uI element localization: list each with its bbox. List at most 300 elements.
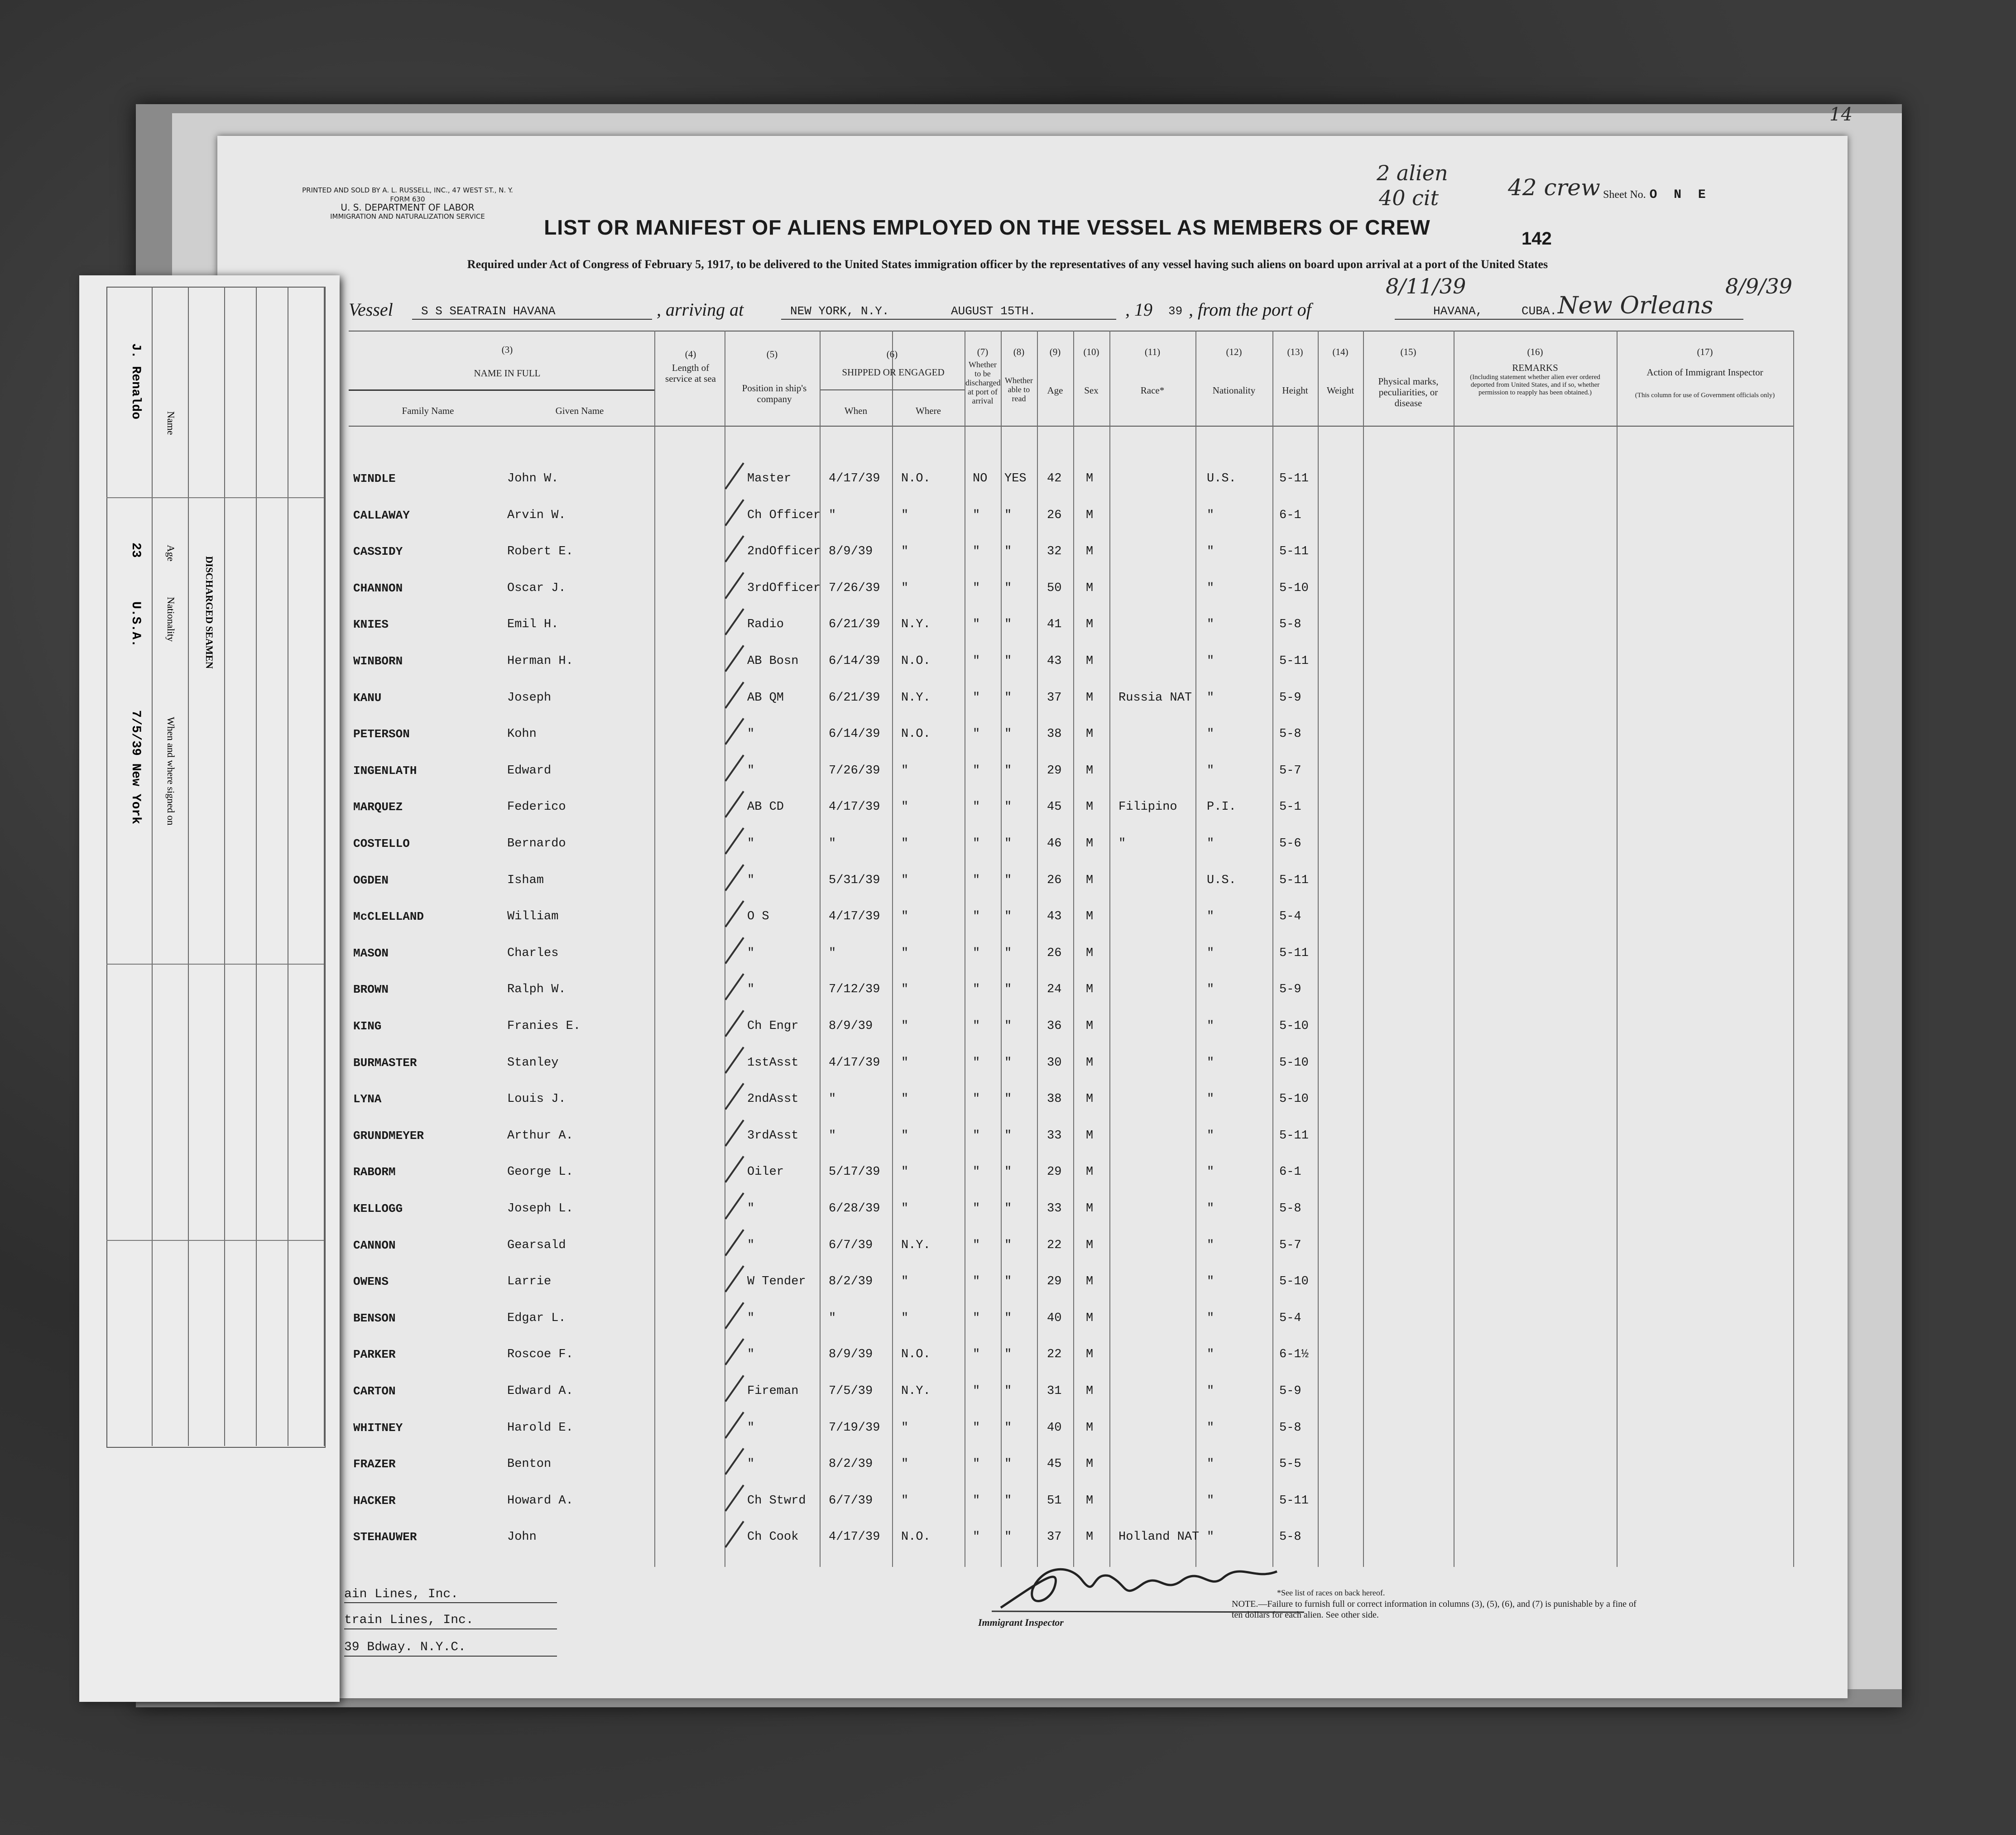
cell-discharged: " [973, 1348, 980, 1361]
cell-read: " [1004, 618, 1012, 631]
cell-where: N.Y. [901, 1239, 931, 1252]
handwritten-date-2: 8/9/39 [1725, 274, 1793, 298]
service: IMMIGRATION AND NATURALIZATION SERVICE [330, 212, 485, 221]
year-label: , 19 [1125, 299, 1152, 320]
cell-discharged: " [973, 1202, 980, 1215]
cell-age: 29 [1047, 1275, 1062, 1288]
cell-height: 5-10 [1279, 581, 1309, 595]
crew-row [217, 1311, 1848, 1330]
crew-row [217, 1421, 1848, 1439]
cell-family: INGENLATH [353, 764, 417, 778]
cell-position: " [747, 983, 755, 996]
crew-row [217, 1092, 1848, 1110]
cell-when: 6/14/39 [829, 727, 880, 741]
cell-nationality: " [1207, 581, 1214, 595]
crew-row [217, 1202, 1848, 1220]
cell-read: " [1004, 1530, 1012, 1544]
check-mark [725, 1047, 744, 1074]
cell-family: OGDEN [353, 874, 389, 887]
slip-nationality-value: U.S.A. [129, 601, 143, 647]
cell-discharged: " [973, 691, 980, 705]
cell-given: Benton [507, 1457, 552, 1471]
cell-sex: M [1086, 1311, 1094, 1325]
cell-where: " [901, 1056, 909, 1070]
header-col9-num: (9) [1049, 346, 1061, 357]
cell-when: 8/9/39 [829, 545, 873, 558]
manifest-page [217, 104, 1853, 1698]
cell-age: 40 [1047, 1421, 1062, 1435]
crew-row [217, 1384, 1848, 1403]
cell-given: Edward [507, 764, 552, 778]
cell-age: 42 [1047, 472, 1062, 485]
cell-given: Isham [507, 874, 544, 887]
cell-when: 6/28/39 [829, 1202, 880, 1215]
check-mark [725, 1010, 744, 1037]
crew-row [217, 727, 1848, 745]
cell-family: CANNON [353, 1239, 396, 1252]
cell-family: BURMASTER [353, 1056, 417, 1070]
handwritten-date-1: 8/11/39 [1386, 274, 1466, 298]
cell-sex: M [1086, 800, 1094, 814]
cell-discharged: " [973, 1421, 980, 1435]
cell-age: 46 [1047, 837, 1062, 850]
cell-family: FRAZER [353, 1457, 396, 1471]
slip-col-line [224, 287, 225, 1446]
cell-sex: M [1086, 1202, 1094, 1215]
cell-nationality: " [1207, 654, 1214, 668]
department: U. S. DEPARTMENT OF LABOR [341, 202, 475, 213]
cell-read: " [1004, 1019, 1012, 1033]
check-mark [725, 1338, 744, 1365]
cell-given: Gearsald [507, 1239, 566, 1252]
cell-when: 4/17/39 [829, 472, 880, 485]
cell-where: " [901, 1019, 909, 1033]
header-discharged: Whether to be discharged at port of arrival [965, 360, 1001, 405]
cell-nationality: " [1207, 1092, 1214, 1106]
cell-where: " [901, 1202, 909, 1215]
header-name-in-full: NAME IN FULL [474, 368, 541, 379]
cell-height: 5-10 [1279, 1019, 1309, 1033]
cell-position: " [747, 1457, 755, 1471]
check-mark [725, 535, 744, 562]
cell-where: " [901, 1165, 909, 1179]
cell-sex: M [1086, 1239, 1094, 1252]
header-sex: Sex [1084, 385, 1099, 396]
from-label: , from the port of [1189, 299, 1311, 320]
owner-address: 39 Bdway. N.Y.C. [344, 1640, 466, 1654]
cell-age: 31 [1047, 1384, 1062, 1398]
cell-discharged: " [973, 1092, 980, 1106]
cell-height: 5-1 [1279, 800, 1301, 814]
cell-height: 5-4 [1279, 1311, 1301, 1325]
cell-nationality: " [1207, 837, 1214, 850]
cell-position: 2ndAsst [747, 1092, 799, 1106]
cell-height: 5-11 [1279, 1129, 1309, 1143]
owner-underline-2 [344, 1628, 557, 1629]
cell-discharged: " [973, 654, 980, 668]
arrival-date: AUGUST 15TH. [951, 304, 1036, 318]
cell-age: 26 [1047, 509, 1062, 522]
cell-sex: M [1086, 654, 1094, 668]
cell-given: Edgar L. [507, 1311, 566, 1325]
slip-row-line [106, 497, 324, 498]
crew-row [217, 1348, 1848, 1366]
cell-when: 6/21/39 [829, 691, 880, 705]
cell-discharged: " [973, 1056, 980, 1070]
header-col6-num: (6) [886, 349, 898, 360]
cell-sex: M [1086, 472, 1094, 485]
cell-sex: M [1086, 910, 1094, 923]
header-when: When [844, 405, 868, 416]
sheet-number [1603, 188, 1710, 202]
cell-when: 4/17/39 [829, 910, 880, 923]
cell-age: 37 [1047, 1530, 1062, 1544]
check-mark [725, 937, 744, 964]
cell-height: 5-9 [1279, 1384, 1301, 1398]
cell-age: 45 [1047, 800, 1062, 814]
cell-height: 5-11 [1279, 654, 1309, 668]
header-col13-num: (13) [1287, 346, 1303, 357]
cell-height: 5-6 [1279, 837, 1301, 850]
cell-where: " [901, 509, 909, 522]
cell-discharged: " [973, 837, 980, 850]
cell-when: 4/17/39 [829, 1530, 880, 1544]
cell-nationality: " [1207, 910, 1214, 923]
cell-height: 6-1½ [1279, 1348, 1309, 1361]
cell-family: PETERSON [353, 727, 410, 741]
cell-race: " [1118, 837, 1126, 850]
page-title: LIST OR MANIFEST OF ALIENS EMPLOYED ON THE VESSEL AS MEMBERS OF CREW [544, 216, 1430, 239]
vessel-underline [412, 319, 652, 320]
cell-when: 8/9/39 [829, 1019, 873, 1033]
cell-age: 50 [1047, 581, 1062, 595]
cell-position: AB Bosn [747, 654, 799, 668]
handwritten-place: New Orleans [1558, 292, 1714, 319]
check-mark [725, 864, 744, 891]
cell-where: " [901, 874, 909, 887]
cell-given: Franies E. [507, 1019, 581, 1033]
cell-age: 38 [1047, 1092, 1062, 1106]
cell-family: LYNA [353, 1092, 382, 1106]
check-mark [725, 973, 744, 1000]
header-col7-num: (7) [977, 346, 989, 357]
sheet-label: Sheet No. [1603, 189, 1646, 201]
cell-when: 4/17/39 [829, 1056, 880, 1070]
cell-discharged: " [973, 1311, 980, 1325]
vessel-name: S S SEATRAIN HAVANA [421, 304, 556, 318]
cell-given: Louis J. [507, 1092, 566, 1106]
cell-where: " [901, 1092, 909, 1106]
cell-position: 3rdOfficer [747, 581, 821, 595]
cell-given: Oscar J. [507, 581, 566, 595]
crew-row [217, 837, 1848, 855]
sheet-value: O N E [1649, 188, 1710, 202]
cell-age: 30 [1047, 1056, 1062, 1070]
cell-read: " [1004, 800, 1012, 814]
cell-discharged: " [973, 800, 980, 814]
cell-sex: M [1086, 1457, 1094, 1471]
cell-height: 5-4 [1279, 910, 1301, 923]
cell-position: " [747, 837, 755, 850]
cell-when: 6/21/39 [829, 618, 880, 631]
cell-where: " [901, 545, 909, 558]
header-where: Where [916, 405, 941, 416]
crew-row [217, 946, 1848, 965]
cell-where: N.O. [901, 1348, 931, 1361]
cell-age: 29 [1047, 1165, 1062, 1179]
cell-nationality: " [1207, 1165, 1214, 1179]
cell-when: 7/12/39 [829, 983, 880, 996]
handwritten-alien-note: 2 alien [1377, 161, 1448, 185]
cell-given: Arthur A. [507, 1129, 573, 1143]
cell-age: 24 [1047, 983, 1062, 996]
slip-col-line [324, 287, 325, 1446]
cell-sex: M [1086, 581, 1094, 595]
cell-when: 6/7/39 [829, 1239, 873, 1252]
cell-discharged: " [973, 545, 980, 558]
cell-family: WHITNEY [353, 1421, 403, 1435]
crew-row [217, 983, 1848, 1001]
cell-when: 7/5/39 [829, 1384, 873, 1398]
cell-given: John W. [507, 472, 559, 485]
arriving-label: , arriving at [657, 299, 744, 320]
cell-given: George L. [507, 1165, 573, 1179]
cell-discharged: " [973, 1129, 980, 1143]
cell-family: McCLELLAND [353, 910, 424, 923]
cell-read: " [1004, 1421, 1012, 1435]
cell-when: " [829, 1311, 836, 1325]
cell-where: " [901, 800, 909, 814]
cell-sex: M [1086, 1384, 1094, 1398]
cell-where: " [901, 1275, 909, 1288]
cell-discharged: " [973, 727, 980, 741]
cell-sex: M [1086, 874, 1094, 887]
header-position: Position in ship's company [742, 383, 807, 404]
cell-given: Larrie [507, 1275, 552, 1288]
cell-nationality: " [1207, 727, 1214, 741]
cell-sex: M [1086, 1275, 1094, 1288]
cell-family: OWENS [353, 1275, 389, 1288]
stamp-number: 142 [1522, 229, 1552, 249]
cell-nationality: U.S. [1207, 874, 1236, 887]
cell-read: " [1004, 764, 1012, 778]
cell-sex: M [1086, 1056, 1094, 1070]
cell-read: " [1004, 581, 1012, 595]
cell-where: N.O. [901, 472, 931, 485]
cell-given: Edward A. [507, 1384, 573, 1398]
cell-when: 7/26/39 [829, 581, 880, 595]
cell-when: 8/9/39 [829, 1348, 873, 1361]
header-inspector-sub: (This column for use of Government officials only) [1635, 392, 1775, 399]
cell-sex: M [1086, 691, 1094, 705]
cell-position: Ch Cook [747, 1530, 799, 1544]
cell-read: " [1004, 1275, 1012, 1288]
cell-family: MASON [353, 946, 389, 960]
cell-read: " [1004, 1494, 1012, 1508]
cell-family: KANU [353, 691, 382, 705]
cell-age: 43 [1047, 654, 1062, 668]
cell-height: 5-7 [1279, 1239, 1301, 1252]
cell-sex: M [1086, 1129, 1094, 1143]
cell-nationality: " [1207, 1202, 1214, 1215]
cell-given: Stanley [507, 1056, 559, 1070]
cell-race: Russia NAT [1118, 691, 1192, 705]
cell-sex: M [1086, 1165, 1094, 1179]
check-mark [725, 1521, 744, 1548]
check-mark [725, 1265, 744, 1292]
owner-underline-1 [344, 1602, 557, 1603]
cell-position: 3rdAsst [747, 1129, 799, 1143]
header-length-of-service: Length of service at sea [665, 362, 716, 384]
name-subrule [349, 389, 654, 391]
cell-given: Emil H. [507, 618, 559, 631]
owner-line-1: ain Lines, Inc. [344, 1587, 459, 1601]
check-mark [725, 682, 744, 709]
cell-where: N.Y. [901, 618, 931, 631]
cell-where: N.O. [901, 727, 931, 741]
cell-sex: M [1086, 983, 1094, 996]
cell-position: 1stAsst [747, 1056, 799, 1070]
cell-read: " [1004, 910, 1012, 923]
check-mark [725, 645, 744, 672]
header-inspector-action: Action of Immigrant Inspector [1646, 367, 1763, 378]
cell-where: " [901, 910, 909, 923]
header-bottom-rule [349, 426, 1793, 427]
cell-given: John [507, 1530, 537, 1544]
from-country: CUBA. [1522, 304, 1557, 318]
cell-family: MARQUEZ [353, 800, 403, 814]
cell-when: 8/2/39 [829, 1457, 873, 1471]
crew-row [217, 691, 1848, 709]
cell-race: Filipino [1118, 800, 1177, 814]
cell-position: O S [747, 910, 769, 923]
cell-family: STEHAUWER [353, 1530, 417, 1544]
cell-read: " [1004, 1239, 1012, 1252]
cell-position: Ch Stwrd [747, 1494, 806, 1508]
cell-height: 5-11 [1279, 1494, 1309, 1508]
cell-height: 5-11 [1279, 545, 1309, 558]
crew-row [217, 874, 1848, 892]
check-mark [725, 1375, 744, 1402]
cell-height: 5-10 [1279, 1056, 1309, 1070]
cell-nationality: " [1207, 1129, 1214, 1143]
cell-discharged: " [973, 1019, 980, 1033]
crew-row [217, 1019, 1848, 1038]
cell-position: Radio [747, 618, 784, 631]
check-mark [725, 718, 744, 745]
cell-where: " [901, 837, 909, 850]
cell-read: " [1004, 545, 1012, 558]
slip-name-label: Name [165, 411, 177, 435]
check-mark [725, 1448, 744, 1475]
cell-height: 5-11 [1279, 472, 1309, 485]
cell-where: " [901, 1494, 909, 1508]
printer-note: PRINTED AND SOLD BY A. L. RUSSELL, INC., 47 WEST ST., N. Y. [302, 186, 513, 194]
cell-given: Harold E. [507, 1421, 573, 1435]
cell-where: " [901, 581, 909, 595]
cell-position: " [747, 874, 755, 887]
slip-row-line [106, 1240, 324, 1241]
page-subtitle: Required under Act of Congress of February 5, 1917, to be delivered to the United States immigration officer by the representatives of any vessel having such aliens on board upon arrival at a port of the United States [467, 258, 1548, 271]
header-col8-num: (8) [1013, 346, 1025, 357]
slip-col-line [188, 287, 189, 1446]
crew-row [217, 509, 1848, 527]
cell-when: 5/31/39 [829, 874, 880, 887]
cell-given: Howard A. [507, 1494, 573, 1508]
cell-given: Ralph W. [507, 983, 566, 996]
cell-read: " [1004, 983, 1012, 996]
crew-row [217, 1530, 1848, 1548]
header-shipped-engaged: SHIPPED OR ENGAGED [842, 367, 945, 378]
cell-sex: M [1086, 1421, 1094, 1435]
cell-sex: M [1086, 1019, 1094, 1033]
cell-discharged: " [973, 618, 980, 631]
cell-read: " [1004, 1056, 1012, 1070]
arriving-port: NEW YORK, N.Y. [790, 304, 889, 318]
cell-position: Oiler [747, 1165, 784, 1179]
header-physical-marks: Physical marks, peculiarities, or disease [1378, 376, 1439, 408]
cell-given: Kohn [507, 727, 537, 741]
cell-sex: M [1086, 946, 1094, 960]
cell-nationality: U.S. [1207, 472, 1236, 485]
cell-age: 51 [1047, 1494, 1062, 1508]
header-nationality: Nationality [1212, 385, 1256, 396]
penalty-note: NOTE.—Failure to furnish full or correct information in columns (3), (5), (6), and (7) is punishable by a fine of ten dollars for each alien. See other side. [1232, 1599, 1637, 1620]
cell-family: WINBORN [353, 654, 403, 668]
cell-age: 26 [1047, 874, 1062, 887]
header-given-name: Given Name [555, 405, 604, 416]
arriving-underline [781, 319, 1116, 320]
slip-frame [106, 287, 326, 1448]
header-col4-num: (4) [685, 349, 696, 360]
slip-title: DISCHARGED SEAMEN [204, 556, 215, 669]
check-mark [725, 1412, 744, 1439]
cell-when: " [829, 946, 836, 960]
cell-nationality: " [1207, 1311, 1214, 1325]
cell-when: " [829, 509, 836, 522]
cell-sex: M [1086, 618, 1094, 631]
cell-height: 6-1 [1279, 1165, 1301, 1179]
header-col3-num: (3) [501, 344, 513, 355]
cell-sex: M [1086, 1092, 1094, 1106]
cell-family: WINDLE [353, 472, 396, 485]
inspector-label: Immigrant Inspector [978, 1617, 1064, 1628]
slip-age-label: Age [165, 545, 177, 562]
cell-where: " [901, 1421, 909, 1435]
cell-nationality: " [1207, 764, 1214, 778]
header-race: Race* [1140, 385, 1165, 396]
vessel-label: Vessel [349, 299, 393, 320]
check-mark [725, 1229, 744, 1256]
header-col14-num: (14) [1332, 346, 1349, 357]
slip-when-where-value: 7/5/39 New York [129, 710, 143, 825]
cell-read: " [1004, 837, 1012, 850]
check-mark [725, 1083, 744, 1110]
cell-position: Ch Officer [747, 509, 821, 522]
cell-read: " [1004, 691, 1012, 705]
crew-row [217, 581, 1848, 600]
cell-discharged: " [973, 1275, 980, 1288]
cell-discharged: " [973, 910, 980, 923]
cell-when: 7/19/39 [829, 1421, 880, 1435]
cell-position: AB CD [747, 800, 784, 814]
crew-row [217, 618, 1848, 636]
cell-nationality: " [1207, 946, 1214, 960]
cell-family: BROWN [353, 983, 389, 996]
cell-nationality: " [1207, 1056, 1214, 1070]
crew-row [217, 545, 1848, 563]
cell-nationality: " [1207, 545, 1214, 558]
